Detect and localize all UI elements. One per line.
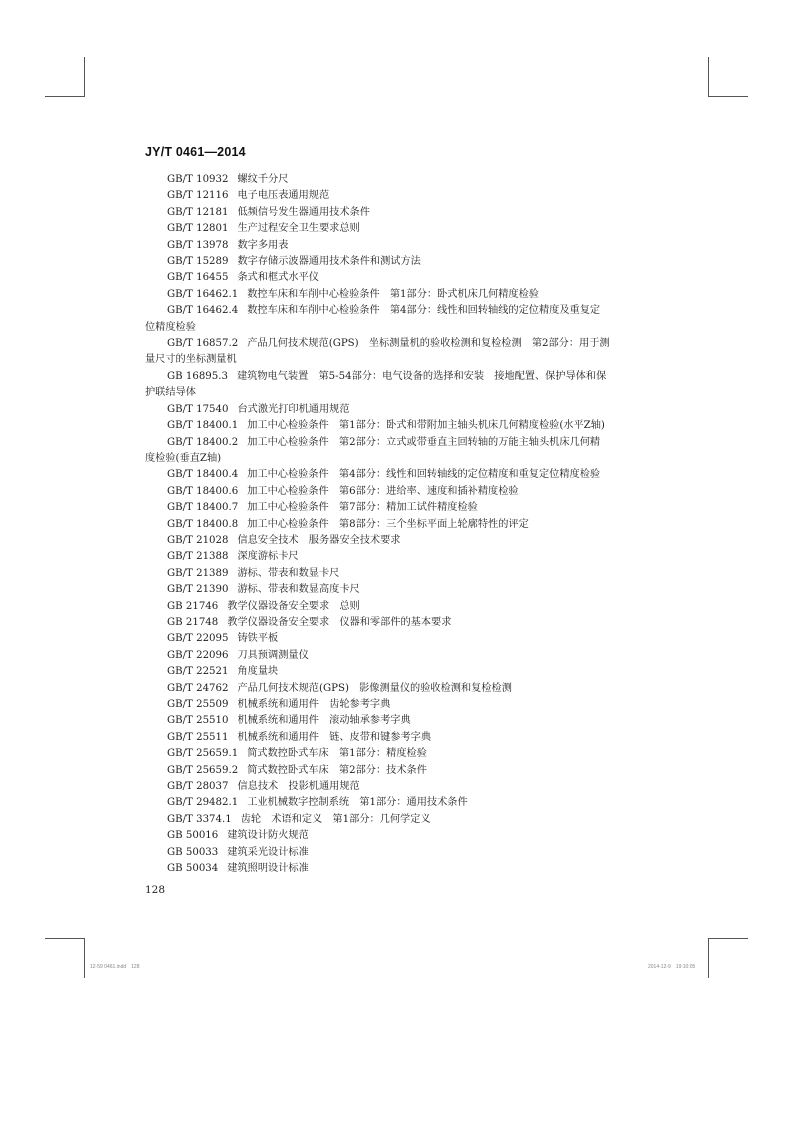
standard-code: GB/T 22095 xyxy=(167,633,229,645)
standard-code: GB/T 12801 xyxy=(167,223,229,235)
reference-entry xyxy=(145,533,645,549)
reference-entry xyxy=(145,336,645,369)
standard-title: 加工中心检验条件 第8部分：三个坐标平面上轮廓特性的评定 xyxy=(247,518,529,530)
standard-title: 简式数控卧式车床 第2部分：技术条件 xyxy=(247,764,427,776)
standard-code: GB/T 12116 xyxy=(167,190,229,202)
reference-entry xyxy=(145,500,645,516)
standard-code: GB/T 24762 xyxy=(167,682,229,694)
standard-code: GB/T 25659.1 xyxy=(167,748,239,760)
standard-title: 建筑物电气装置 第5-54部分：电气设备的选择和安装 接地配置、保护导体和保 xyxy=(237,370,607,382)
standard-title: 数控车床和车削中心检验条件 第1部分：卧式机床几何精度检验 xyxy=(247,288,539,300)
reference-entry xyxy=(145,287,645,303)
standard-code: GB/T 18400.1 xyxy=(167,420,239,432)
standard-title: 螺纹千分尺 xyxy=(237,174,289,185)
crop-mark-top-left-v xyxy=(84,57,85,97)
standard-code: GB/T 16455 xyxy=(167,272,229,284)
standard-title: 信息安全技术 服务器安全技术要求 xyxy=(237,534,401,546)
standard-title: 低频信号发生器通用技术条件 xyxy=(237,206,370,218)
standard-code: GB 16895.3 xyxy=(167,370,228,382)
reference-entry xyxy=(145,418,645,434)
standard-code: GB/T 12181 xyxy=(167,206,229,218)
standard-title: 游标、带表和数显高度卡尺 xyxy=(237,584,360,596)
standard-code: GB/T 16857.2 xyxy=(167,338,239,350)
standard-title: 机械系统和通用件 齿轮参考字典 xyxy=(237,699,391,710)
standard-code: GB/T 16462.4 xyxy=(167,305,239,317)
standard-code: GB/T 10932 xyxy=(167,174,229,185)
standard-title: 机械系统和通用件 滚动轴承参考字典 xyxy=(237,715,411,727)
reference-entry xyxy=(145,205,645,221)
reference-entry xyxy=(145,369,645,402)
standard-title: 信息技术 投影机通用规范 xyxy=(237,781,360,793)
standard-title: 数字多用表 xyxy=(237,239,289,251)
standard-title: 工业机械数字控制系统 第1部分：通用技术条件 xyxy=(247,797,468,809)
reference-entry xyxy=(145,484,645,500)
standard-code: GB/T 28037 xyxy=(167,781,229,793)
crop-mark-top-right-h xyxy=(708,96,748,97)
standard-title: 简式数控卧式车床 第1部分：精度检验 xyxy=(247,748,427,760)
standard-code: GB/T 18400.8 xyxy=(167,518,239,530)
page-number: 128 xyxy=(145,884,166,896)
standard-title: 建筑设计防火规范 xyxy=(227,830,309,842)
crop-mark-top-left-h xyxy=(45,96,85,97)
standard-title-continuation: 位精度检验 xyxy=(145,321,196,333)
reference-entry xyxy=(145,435,645,468)
standard-code: GB 50016 xyxy=(167,830,219,842)
standard-title: 电子电压表通用规范 xyxy=(237,190,330,202)
document-code: JY/T 0461—2014 xyxy=(145,145,246,159)
standard-code: GB 21746 xyxy=(167,600,219,612)
reference-entry xyxy=(145,795,645,811)
reference-entry xyxy=(145,238,645,254)
standard-title: 角度量块 xyxy=(237,666,279,678)
reference-entry xyxy=(145,648,645,664)
reference-list xyxy=(145,172,645,877)
reference-entry xyxy=(145,713,645,729)
reference-entry xyxy=(145,664,645,680)
crop-mark-top-right-v xyxy=(708,57,709,97)
standard-title: 加工中心检验条件 第2部分：立式或带垂直主回转轴的万能主轴头机床几何精 xyxy=(247,436,601,448)
reference-entry xyxy=(145,188,645,204)
reference-entry xyxy=(145,746,645,762)
reference-entry xyxy=(145,828,645,844)
standard-code: GB 21748 xyxy=(167,616,219,628)
standard-title-continuation: 度检验(垂直Z轴) xyxy=(145,452,222,464)
standard-code: GB/T 13978 xyxy=(167,239,229,251)
standard-code: GB/T 25659.2 xyxy=(167,764,239,776)
reference-entry xyxy=(145,861,645,877)
standard-title: 游标、带表和数显卡尺 xyxy=(237,567,340,579)
standard-code: GB/T 21028 xyxy=(167,534,229,546)
standard-title: 产品几何技术规范(GPS) 影像测量仪的验收检测和复检检测 xyxy=(237,682,512,694)
standard-title: 刀具预调测量仪 xyxy=(237,649,309,661)
standard-title: 条式和框式水平仪 xyxy=(237,272,319,284)
standard-title: 加工中心检验条件 第6部分：进给率、速度和插补精度检验 xyxy=(247,485,519,497)
reference-entry xyxy=(145,517,645,533)
print-slug-left: 12-59 0461.indd 128 xyxy=(90,964,140,970)
standard-code: GB/T 21390 xyxy=(167,584,229,596)
reference-entry xyxy=(145,566,645,582)
standard-code: GB/T 22521 xyxy=(167,666,229,678)
standard-title: 深度游标卡尺 xyxy=(237,551,299,563)
standard-title: 生产过程安全卫生要求总则 xyxy=(237,223,360,235)
standard-title: 机械系统和通用件 链、皮带和键参考字典 xyxy=(237,731,432,743)
standard-title: 加工中心检验条件 第1部分：卧式和带附加主轴头机床几何精度检验(水平Z轴) xyxy=(247,420,605,432)
standard-title-continuation: 量尺寸的坐标测量机 xyxy=(145,354,237,366)
standard-code: GB/T 15289 xyxy=(167,256,229,268)
standard-code: GB/T 18400.7 xyxy=(167,502,239,514)
crop-mark-bottom-left-v xyxy=(84,938,85,978)
standard-code: GB/T 21388 xyxy=(167,551,229,563)
standard-title: 加工中心检验条件 第7部分：精加工试件精度检验 xyxy=(247,502,478,514)
reference-entry xyxy=(145,845,645,861)
reference-entry xyxy=(145,303,645,336)
standard-title: 加工中心检验条件 第4部分：线性和回转轴线的定位精度和重复定位精度检验 xyxy=(247,469,601,481)
standard-title: 教学仪器设备安全要求 仪器和零部件的基本要求 xyxy=(227,616,452,628)
standard-code: GB 50034 xyxy=(167,863,219,875)
reference-entry xyxy=(145,631,645,647)
standard-title: 产品几何技术规范(GPS) 坐标测量机的验收检测和复检检测 第2部分：用于测 xyxy=(247,338,610,350)
standard-title-continuation: 护联结导体 xyxy=(145,387,196,399)
standard-code: GB/T 18400.4 xyxy=(167,469,239,481)
standard-title: 教学仪器设备安全要求 总则 xyxy=(227,600,360,612)
reference-entry xyxy=(145,467,645,483)
reference-entry xyxy=(145,402,645,418)
reference-entry xyxy=(145,697,645,713)
standard-title: 铸铁平板 xyxy=(237,633,279,645)
standard-title: 齿轮 术语和定义 第1部分：几何学定义 xyxy=(240,813,431,825)
print-slug-right: 2014-12-9 19:10:05 xyxy=(648,964,696,970)
standard-code: GB/T 29482.1 xyxy=(167,797,239,809)
standard-code: GB/T 17540 xyxy=(167,403,229,415)
reference-entry xyxy=(145,812,645,828)
reference-entry xyxy=(145,730,645,746)
standard-title: 建筑照明设计标准 xyxy=(227,863,309,875)
standard-code: GB/T 18400.6 xyxy=(167,485,239,497)
reference-entry xyxy=(145,221,645,237)
standard-code: GB/T 16462.1 xyxy=(167,288,239,300)
reference-entry xyxy=(145,270,645,286)
reference-entry xyxy=(145,582,645,598)
crop-mark-bottom-right-h xyxy=(708,938,748,939)
reference-entry xyxy=(145,763,645,779)
standard-code: GB/T 25509 xyxy=(167,699,229,710)
standard-title: 数控车床和车削中心检验条件 第4部分：线性和回转轴线的定位精度及重复定 xyxy=(247,305,601,317)
reference-entry xyxy=(145,172,645,188)
standard-code: GB/T 3374.1 xyxy=(167,813,232,825)
reference-entry xyxy=(145,549,645,565)
reference-entry xyxy=(145,681,645,697)
crop-mark-bottom-left-h xyxy=(45,938,85,939)
standard-title: 数字存储示波器通用技术条件和测试方法 xyxy=(237,256,421,268)
reference-entry xyxy=(145,615,645,631)
standard-code: GB/T 25511 xyxy=(167,731,229,743)
standard-code: GB/T 21389 xyxy=(167,567,229,579)
standard-code: GB/T 25510 xyxy=(167,715,229,727)
reference-entry xyxy=(145,779,645,795)
standard-title: 台式激光打印机通用规范 xyxy=(237,403,350,415)
standard-code: GB/T 22096 xyxy=(167,649,229,661)
standard-title: 建筑采光设计标准 xyxy=(227,846,309,858)
crop-mark-bottom-right-v xyxy=(708,938,709,978)
reference-entry xyxy=(145,254,645,270)
standard-code: GB 50033 xyxy=(167,846,219,858)
reference-entry xyxy=(145,599,645,615)
standard-code: GB/T 18400.2 xyxy=(167,436,239,448)
